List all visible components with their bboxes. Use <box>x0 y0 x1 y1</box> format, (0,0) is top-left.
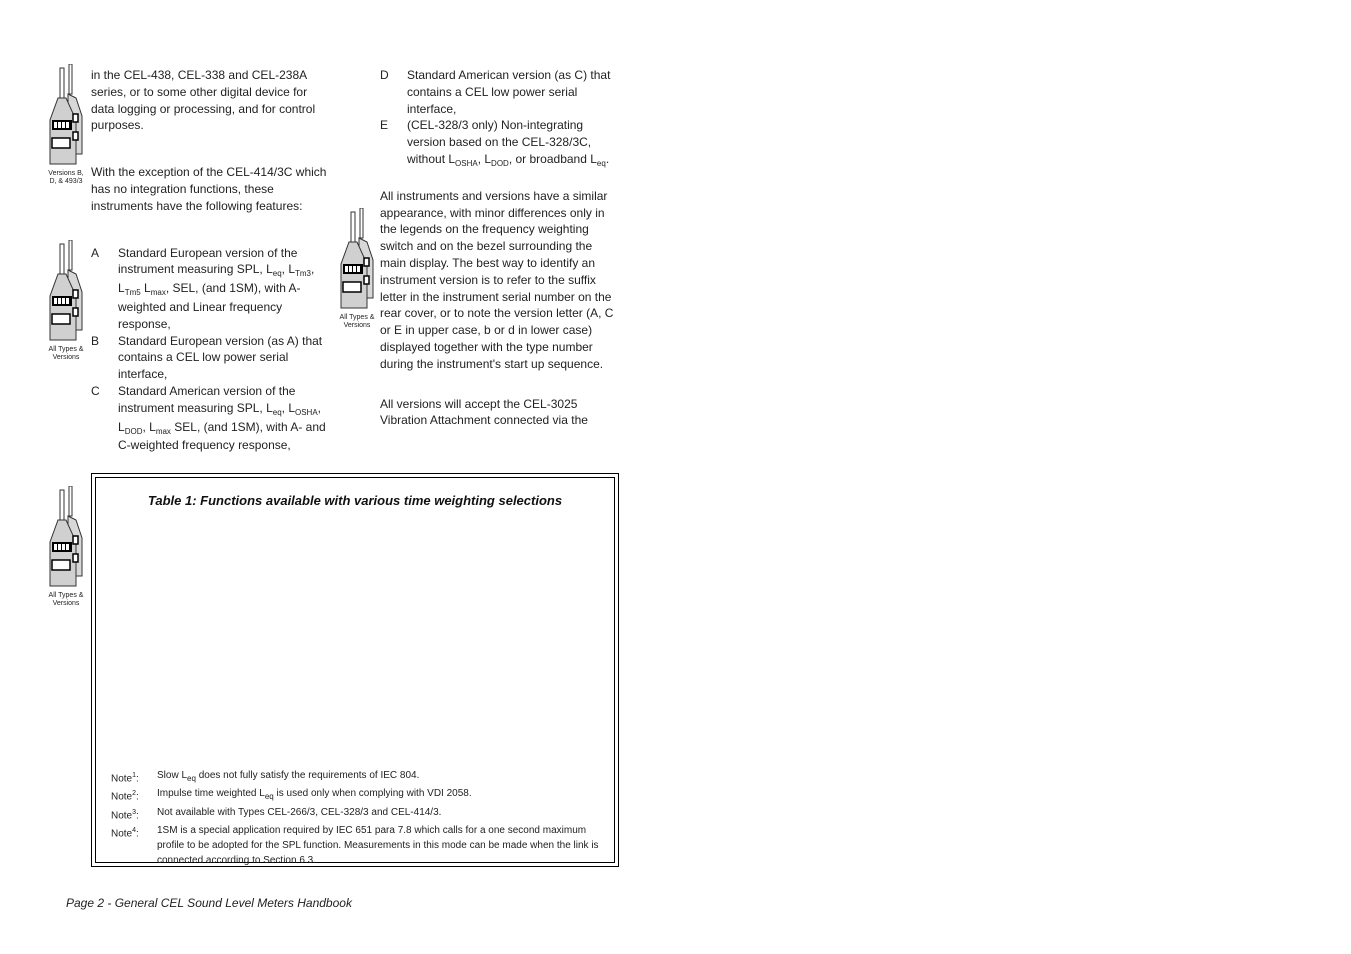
note-text: Not available with Types CEL-266/3, CEL-328/3 and CEL-414/3. <box>157 806 442 818</box>
note-text: 1SM is a special application required by IEC 651 para 7.8 which calls for a one second maximum profile to be adopted for the SPL function. Measurements in this mode can be made when the link is connected according to Section 6.3. <box>157 824 599 866</box>
meter-icon-caption: All Types & Versions <box>48 346 84 361</box>
note-text: Impulse time weighted $L_{eq}$ is used only when complying with VDI 2058. <box>157 788 472 802</box>
intro-paragraph-2: With the exception of the CEL-414/3C which has no integration functions, these instruments have the following features: <box>91 165 327 213</box>
intro-paragraph-1: in the CEL-438, CEL-338 and CEL-238A series, or to some other digital device for data logging or processing, and for control purposes. <box>91 68 316 133</box>
meter-icon-4 <box>46 486 86 608</box>
note-label: Note$^1$: <box>111 772 139 785</box>
meter-icon-caption: All Types & Versions <box>339 314 375 329</box>
item-letter: C <box>91 383 100 398</box>
meter-icon-3 <box>337 208 377 330</box>
item-letter: D <box>380 68 389 82</box>
table-frame <box>91 473 619 867</box>
item-text: Standard American version (as C) that contains a CEL low power serial interface, <box>407 68 611 116</box>
note-row <box>111 805 604 823</box>
page-footer: Page 2 - General CEL Sound Level Meters Handbook <box>66 896 352 910</box>
table-title: Table 1: Functions available with various time weighting selections <box>147 493 563 508</box>
meter-icon-caption: Versions B, D, & 493/3 <box>48 170 84 185</box>
note-label: Note$^2$: <box>111 790 139 803</box>
meter-icon-1 <box>46 64 86 186</box>
item-text: (CEL-328/3 only) Non-integrating version based on the CEL-328/3C, without $L_{OSHA}$, $L_{DOD}$, or broadband $L_{eq}$. <box>407 118 610 168</box>
note-text: Slow $L_{eq}$ does not fully satisfy the requirements of IEC 804. <box>157 770 420 783</box>
item-letter: E <box>380 118 389 133</box>
meter-icon-2 <box>46 240 86 362</box>
appearance-paragraph: All instruments and versions have a similar appearance, with minor differences only in the legends on the frequency weighting switch and on the bezel surrounding the main display. The best way to identify an instrument version is to refer to the suffix letter in the instrument serial number on the rear cover, or to note the version letter (A, C or E in upper case, b or d in lower case) displayed together with the type number during the instrument's start up sequence. <box>380 188 614 371</box>
version-item-d <box>380 67 616 117</box>
sound-level-meter-icon <box>337 208 377 310</box>
version-item-e <box>380 117 616 169</box>
version-item-c <box>91 383 327 454</box>
table-notes <box>111 768 604 868</box>
version-item-b <box>91 333 327 383</box>
note-label: Note$^4$: <box>111 826 139 840</box>
item-letter: B <box>91 333 100 348</box>
item-text: Standard European version of the instrument measuring SPL, $L_{eq}$, $L_{Tm3}$, $L_{Tm5}$ $L_{max}$, SEL, (and 1SM), with A-weighted and Linear frequency response, <box>118 245 315 331</box>
meter-icon-caption: All Types & Versions <box>48 592 84 607</box>
note-row <box>111 823 604 868</box>
note-row <box>111 786 604 804</box>
vibration-paragraph: All versions will accept the CEL-3025 Vibration Attachment connected via the <box>380 396 588 428</box>
table-inner-frame <box>95 477 615 866</box>
sound-level-meter-icon <box>46 64 86 166</box>
item-text: Standard European version (as A) that contains a CEL low power serial interface, <box>118 333 323 382</box>
sound-level-meter-icon <box>46 486 86 588</box>
note-label: Note$^3$: <box>111 808 139 821</box>
item-letter: A <box>91 245 100 260</box>
item-text: Standard American version of the instrument measuring SPL, $L_{eq}$, $L_{OSHA}$, $L_{DOD}$, $L_{max}$ SEL, (and 1SM), with A- and C-weighted frequency response, <box>118 383 326 453</box>
note-row <box>111 768 604 786</box>
sound-level-meter-icon <box>46 240 86 342</box>
right-column <box>380 67 616 429</box>
left-column <box>91 67 327 454</box>
version-item-a <box>91 245 327 333</box>
